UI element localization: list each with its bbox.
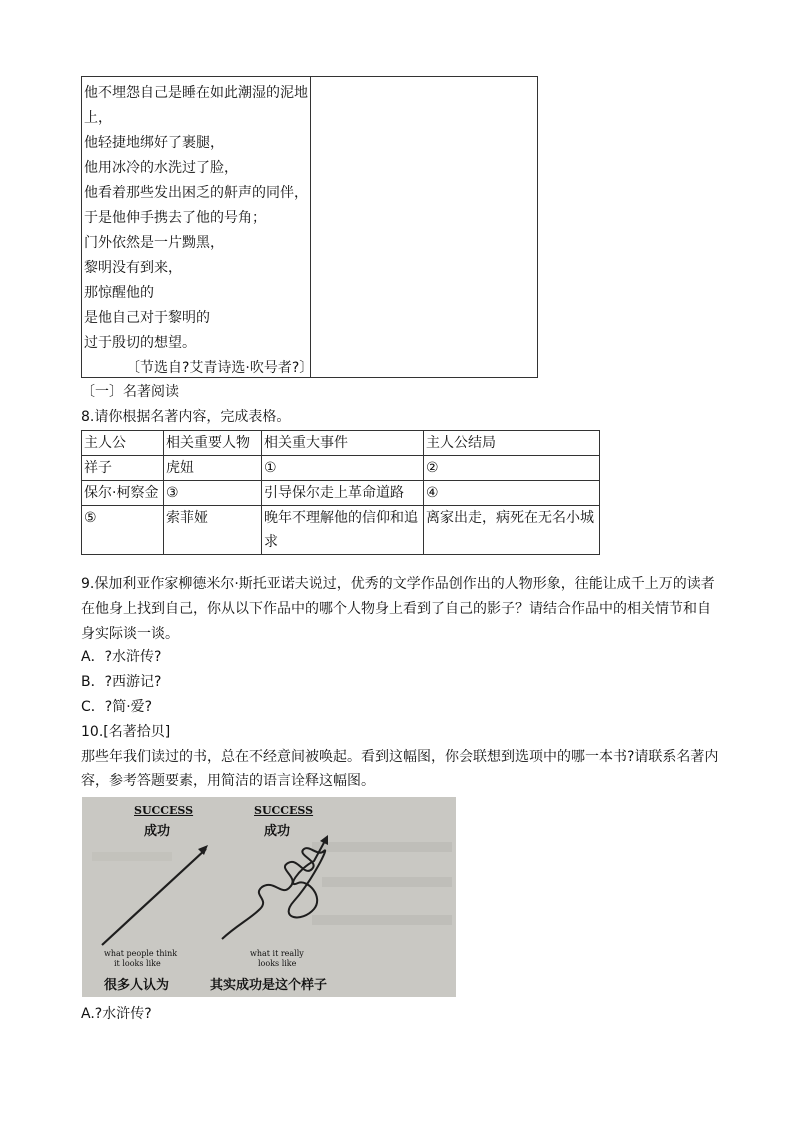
section-heading: 〔一〕名著阅读 [81, 384, 179, 400]
q9-prompt: 9.保加利亚作家柳德米尔·斯托亚诺夫说过，优秀的文学作品创作出的人物形象，往能让成千上万的读者在他身上找到自己，你从以下作品中的哪个人物身上看到了自己的影子？请结合作品中的相关情节和自身实际谈一谈。 [81, 576, 715, 642]
q10-prompt-line1: 那些年我们读过的书，总在不经意间被唤起。看到这幅图，你会联想到选项中的哪一本书?请联系名著内 [81, 749, 719, 765]
left-title-cn: 成功 [144, 824, 171, 839]
left-title-en: SUCCESS [134, 804, 194, 817]
right-title-cn: 成功 [264, 824, 291, 839]
table-cell: ① [262, 456, 424, 481]
success-figure [82, 797, 456, 997]
table-row [82, 456, 600, 481]
squiggly-arrow [222, 839, 326, 939]
poem-line: 上， [84, 110, 112, 126]
poem-line: 过于殷切的想望。 [84, 335, 196, 351]
poem-line: 他不埋怨自己是睡在如此潮湿的泥地 [84, 85, 308, 101]
left-caption-en2: it looks like [114, 959, 161, 968]
table-cell: ④ [424, 481, 600, 506]
right-caption-en2: looks like [258, 959, 297, 968]
table-cell: 晚年不理解他的信仰和追求 [262, 506, 424, 555]
q10-option-a: A.?水浒传? [81, 1006, 152, 1022]
table-row [82, 506, 600, 555]
right-title-en: SUCCESS [254, 804, 314, 817]
table-cell: 离家出走，病死在无名小城 [424, 506, 600, 555]
table-cell: 引导保尔走上革命道路 [262, 481, 424, 506]
poem-source: 〔节选自?艾青诗选·吹号者?〕 [126, 360, 314, 376]
table-row [82, 481, 600, 506]
left-caption-en1: what people think [104, 949, 178, 958]
poem-line: 是他自己对于黎明的 [84, 310, 210, 326]
q9-option-a: A．?水浒传? [81, 649, 162, 665]
poem-line: 他轻捷地绑好了裹腿， [84, 135, 224, 151]
table-cell: ② [424, 456, 600, 481]
poem-line: 他用冰冷的水洗过了脸， [84, 160, 238, 176]
poem-line: 门外依然是一片黝黑， [84, 235, 224, 251]
poem-line: 于是他伸手携去了他的号角； [84, 210, 266, 226]
header-cell: 相关重要人物 [164, 431, 262, 456]
table-header-row [82, 431, 600, 456]
table-cell: ⑤ [82, 506, 164, 555]
left-caption-cn: 很多人认为 [104, 978, 170, 993]
q10-prompt-line2: 容，参考答题要素，用简洁的语言诠释这幅图。 [81, 773, 375, 789]
poem-line: 黎明没有到来， [84, 260, 182, 276]
q10-title: 10.[名著拾贝] [81, 724, 171, 740]
right-caption-cn: 其实成功是这个样子 [210, 978, 328, 993]
poem-table [81, 76, 538, 378]
q8-table [81, 430, 600, 555]
table-divider [310, 77, 311, 377]
table-cell: ③ [164, 481, 262, 506]
header-cell: 相关重大事件 [262, 431, 424, 456]
table-cell: 祥子 [82, 456, 164, 481]
q9-option-b: B．?西游记? [81, 674, 162, 690]
table-cell: 虎妞 [164, 456, 262, 481]
poem-line: 他看着那些发出困乏的鼾声的同伴， [84, 185, 308, 201]
straight-arrow [102, 849, 206, 945]
q8-prompt: 8.请你根据名著内容，完成表格。 [81, 409, 291, 425]
header-cell: 主人公结局 [424, 431, 600, 456]
poem-text [84, 81, 314, 381]
table-cell: 索菲娅 [164, 506, 262, 555]
header-cell: 主人公 [82, 431, 164, 456]
table-cell: 保尔·柯察金 [82, 481, 164, 506]
poem-line: 那惊醒他的 [84, 285, 154, 301]
q9-option-c: C．?简·爱? [81, 699, 153, 715]
right-caption-en1: what it really [250, 949, 304, 958]
